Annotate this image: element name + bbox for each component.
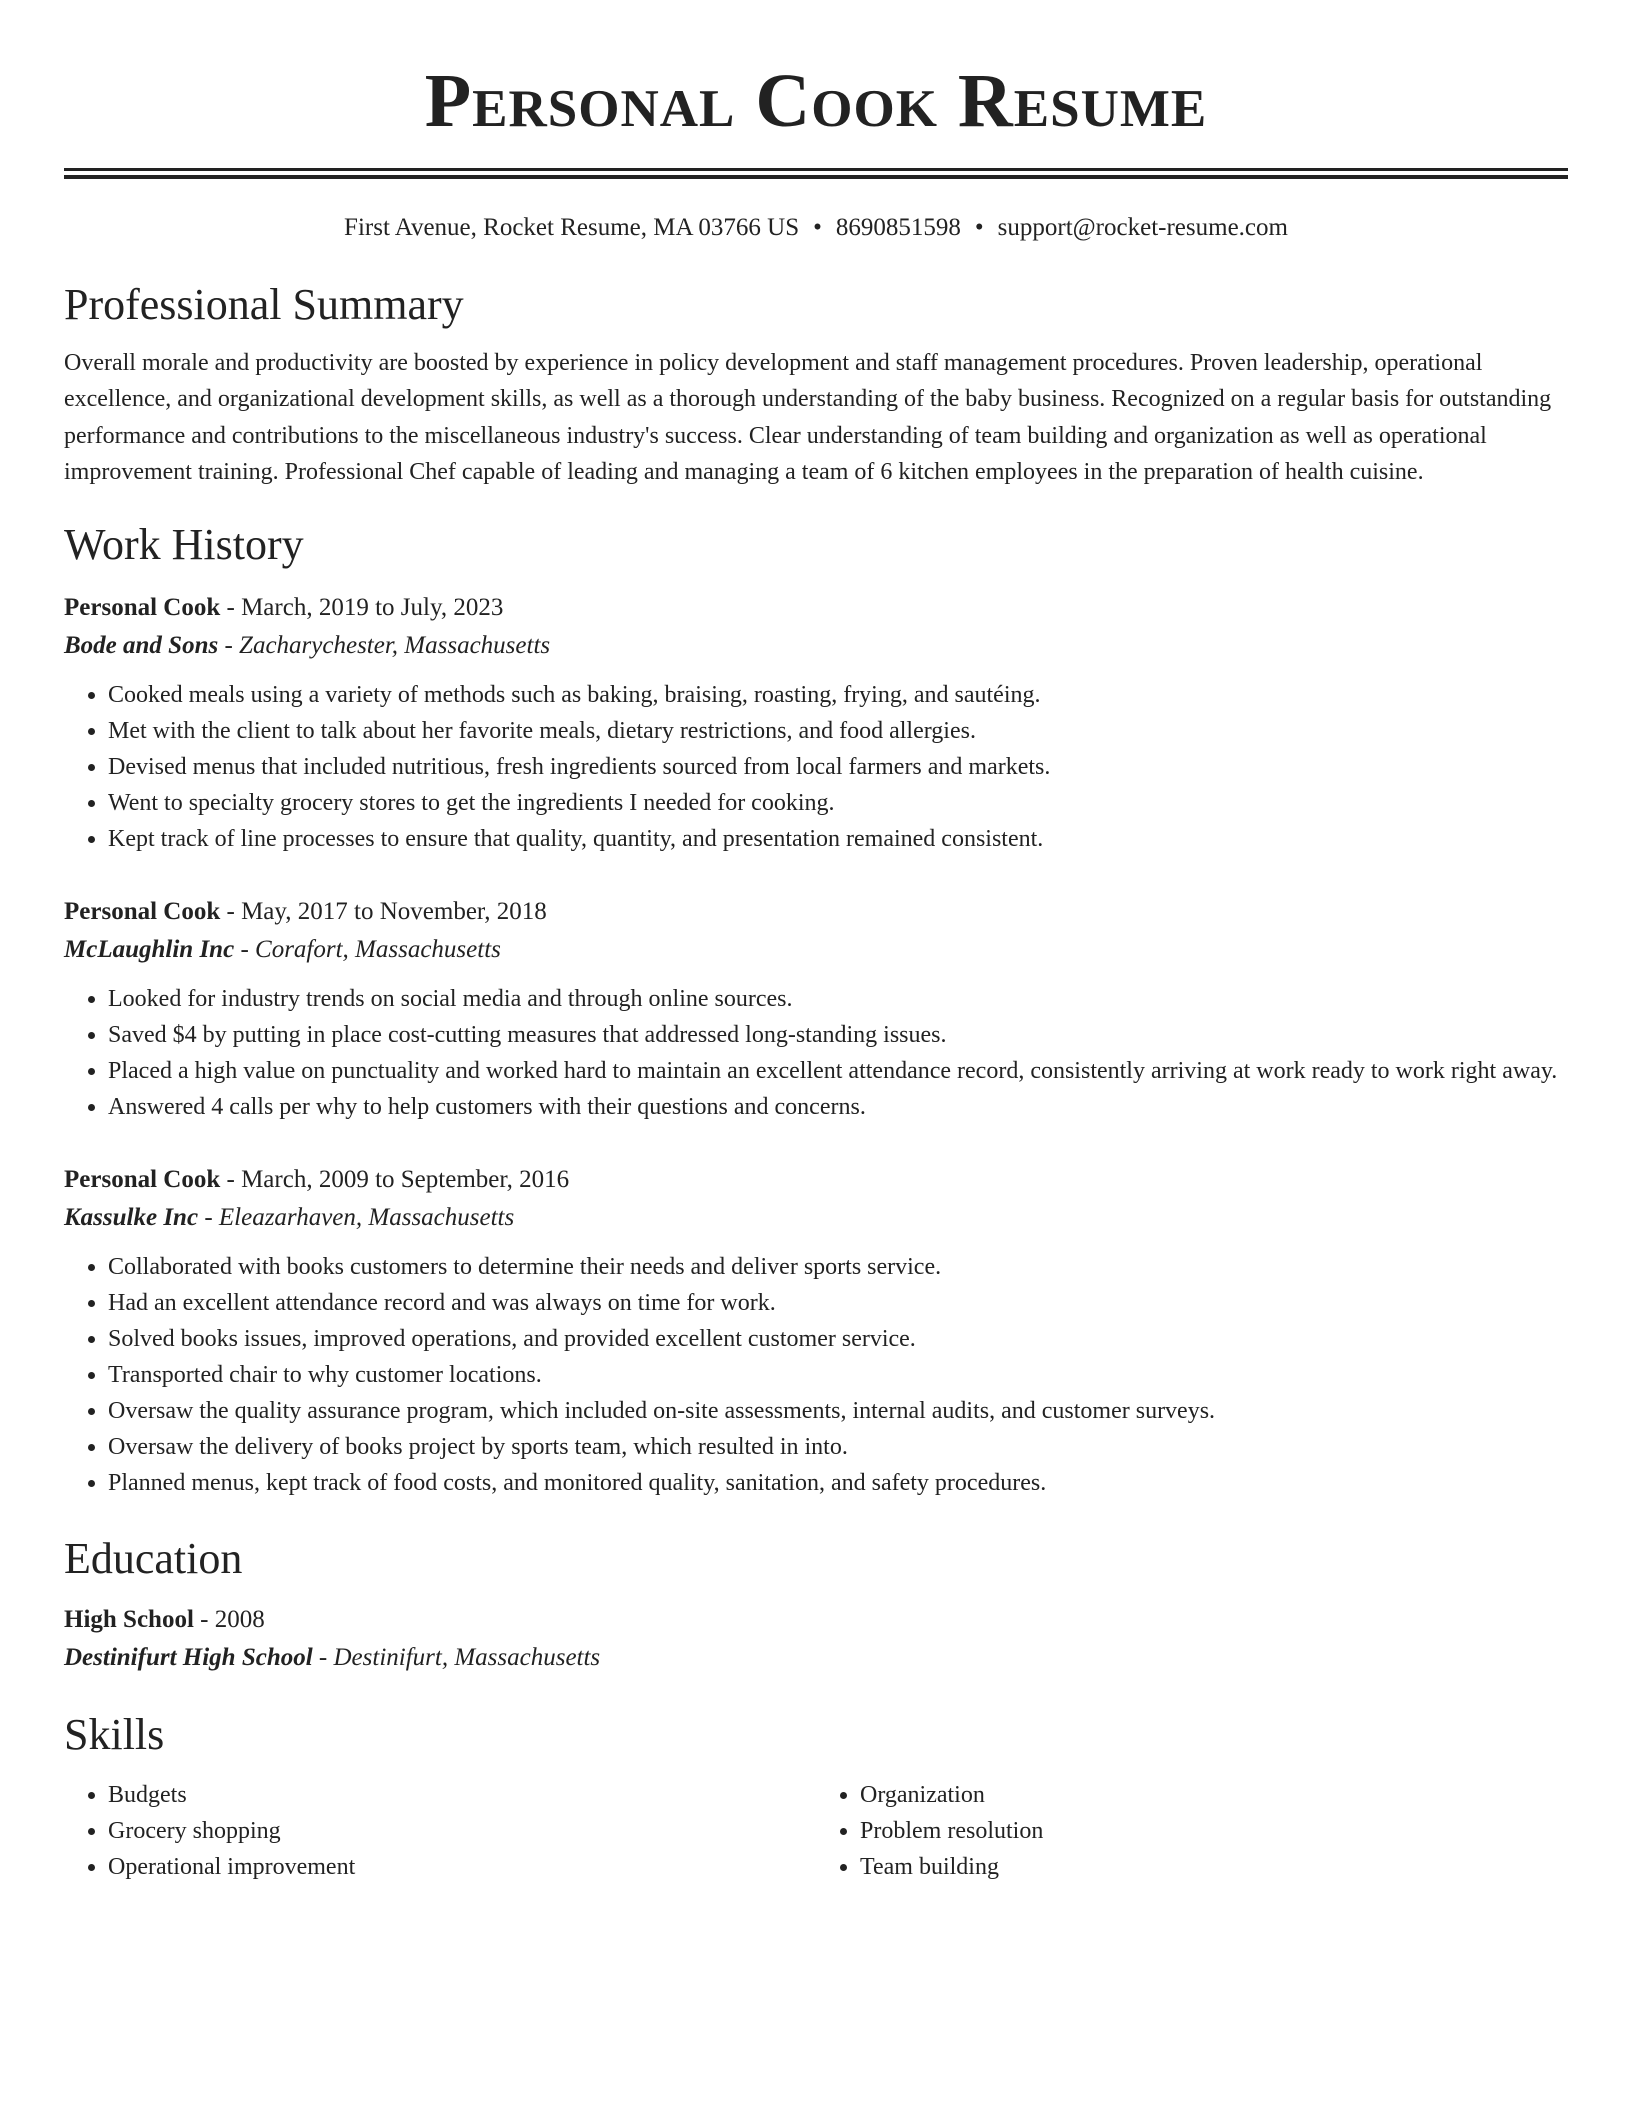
dash-separator: - [220, 897, 242, 925]
education-year: 2008 [214, 1605, 265, 1633]
job-title-line [64, 1161, 1568, 1199]
dash-separator: - [220, 593, 242, 621]
contact-phone: 8690851598 [835, 214, 961, 241]
title-divider [64, 168, 1568, 179]
job-location: Eleazarhaven, Massachusetts [218, 1203, 515, 1231]
job-bullet: • Answered 4 calls per why to help customers with their questions and concerns. [108, 1089, 1568, 1125]
job-bullet: • Placed a high value on punctuality and worked hard to maintain an excellent attendance record, consistently arriving at work ready to work right away. [108, 1053, 1568, 1089]
skills-list [64, 1777, 1568, 1885]
job-bullets [64, 677, 1568, 857]
job-bullets [64, 981, 1568, 1125]
job-bullet: • Looked for industry trends on social media and through online sources. [108, 981, 1568, 1017]
job-bullet: • Devised menus that included nutritious, fresh ingredients sourced from local farmers and markets. [108, 749, 1568, 785]
dash-separator: - [198, 1203, 219, 1231]
skill-item: • Team building [860, 1849, 1568, 1885]
contact-email: support@rocket-resume.com [997, 214, 1288, 241]
job-entry [64, 589, 1568, 857]
education-location: Destinifurt, Massachusetts [333, 1643, 601, 1671]
job-bullet: • Met with the client to talk about her favorite meals, dietary restrictions, and food allergies. [108, 713, 1568, 749]
education-heading: Education [64, 1533, 243, 1583]
job-bullet: • Planned menus, kept track of food costs, and monitored quality, sanitation, and safety procedures. [108, 1465, 1568, 1501]
job-company-line [64, 931, 1568, 969]
contact-line [64, 211, 1568, 245]
job-company-line [64, 1199, 1568, 1237]
job-company: McLaughlin Inc [64, 935, 235, 963]
job-title-line [64, 589, 1568, 627]
skills-column-left [64, 1777, 816, 1885]
job-bullet: • Transported chair to why customer locations. [108, 1357, 1568, 1393]
job-bullet: • Cooked meals using a variety of methods such as baking, braising, roasting, frying, and sautéing. [108, 677, 1568, 713]
skills-heading: Skills [64, 1709, 165, 1759]
job-bullet: • Saved $4 by putting in place cost-cutting measures that addressed long-standing issues. [108, 1017, 1568, 1053]
job-entry [64, 1161, 1568, 1501]
job-company-line [64, 627, 1568, 665]
job-bullet: • Oversaw the delivery of books project by sports team, which resulted in into. [108, 1429, 1568, 1465]
job-bullet: • Went to specialty grocery stores to get the ingredients I needed for cooking. [108, 785, 1568, 821]
education-degree-line [64, 1601, 1568, 1639]
job-title-line [64, 893, 1568, 931]
job-title: Personal Cook [64, 897, 221, 925]
job-dates: March, 2009 to September, 2016 [241, 1165, 570, 1193]
job-title: Personal Cook [64, 593, 221, 621]
education-school-line [64, 1639, 1568, 1677]
job-entry [64, 893, 1568, 1125]
skill-item: • Problem resolution [860, 1813, 1568, 1849]
job-location: Corafort, Massachusetts [255, 935, 501, 963]
resume-title: Personal Cook Resume [424, 59, 1208, 143]
summary-text: Overall morale and productivity are boosted by experience in policy development and staff management procedures. Proven leadership, operational excellence, and organizational development skills, as well as a thorough understanding of the baby business. Recognized on a regular basis for outstanding performance and contributions to the miscellaneous industry's success. Clear understanding of team building and organization as well as operational improvement training. Professional Chef capable of leading and managing a team of 6 kitchen employees in the preparation of health cuisine. [64, 350, 1552, 486]
contact-separator: • [813, 214, 822, 241]
dash-separator: - [312, 1643, 334, 1671]
job-location: Zacharychester, Massachusetts [239, 631, 551, 659]
job-bullet: • Collaborated with books customers to determine their needs and deliver sports service. [108, 1249, 1568, 1285]
education-entry [64, 1601, 1568, 1677]
education-degree: High School [64, 1605, 194, 1633]
skill-item: • Budgets [108, 1777, 816, 1813]
job-bullet: • Had an excellent attendance record and was always on time for work. [108, 1285, 1568, 1321]
skills-column-right [816, 1777, 1568, 1885]
dash-separator: - [220, 1165, 242, 1193]
skill-item: • Operational improvement [108, 1849, 816, 1885]
contact-address: First Avenue, Rocket Resume, MA 03766 US [344, 214, 800, 241]
job-bullet: • Solved books issues, improved operations, and provided excellent customer service. [108, 1321, 1568, 1357]
job-bullets [64, 1249, 1568, 1501]
skill-item: • Organization [860, 1777, 1568, 1813]
work-history-heading: Work History [64, 519, 304, 569]
job-company: Bode and Sons [64, 631, 219, 659]
skill-item: • Grocery shopping [108, 1813, 816, 1849]
contact-separator: • [974, 214, 984, 241]
dash-separator: - [218, 631, 240, 659]
dash-separator: - [193, 1605, 215, 1633]
summary-heading: Professional Summary [64, 280, 464, 329]
dash-separator: - [234, 935, 256, 963]
job-bullet: • Kept track of line processes to ensure that quality, quantity, and presentation remained consistent. [108, 821, 1568, 857]
job-dates: May, 2017 to November, 2018 [241, 897, 547, 925]
job-bullet: • Oversaw the quality assurance program, which included on-site assessments, internal audits, and customer surveys. [108, 1393, 1568, 1429]
job-dates: March, 2019 to July, 2023 [241, 593, 504, 621]
education-school: Destinifurt High School [64, 1643, 313, 1671]
job-company: Kassulke Inc [64, 1203, 199, 1231]
job-title: Personal Cook [64, 1165, 221, 1193]
